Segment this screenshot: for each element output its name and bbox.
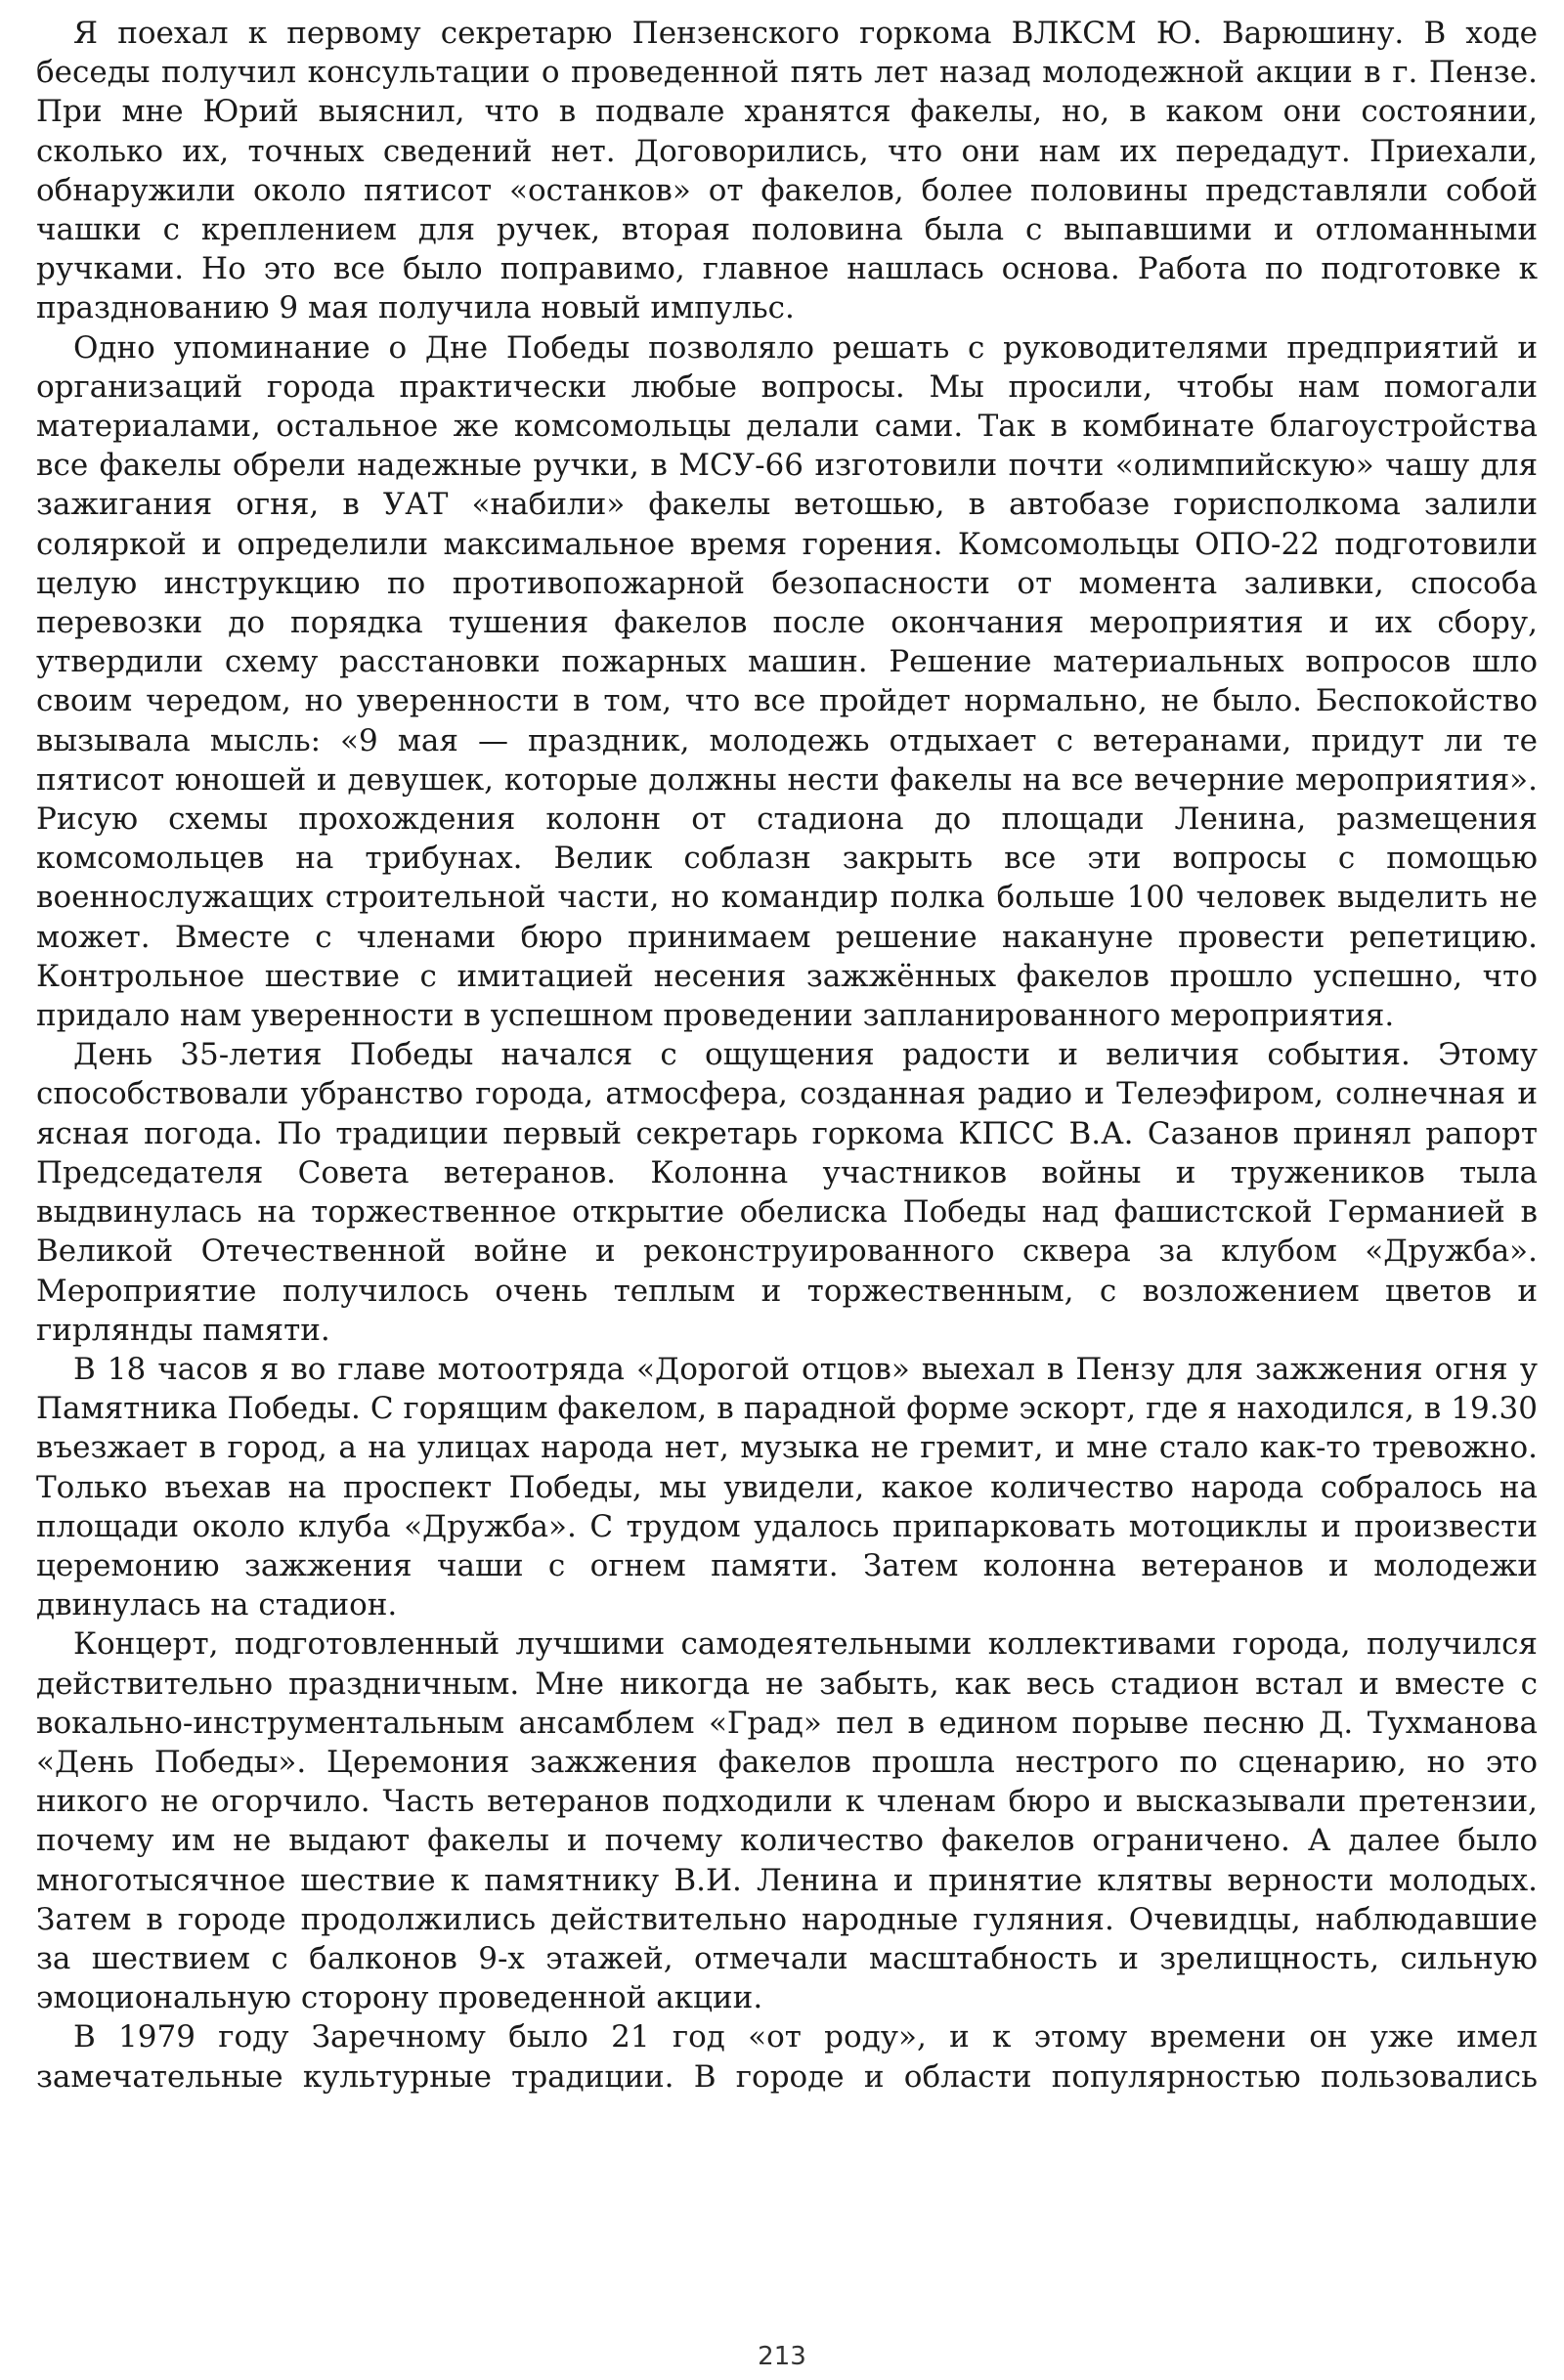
paragraph-5: Концерт, подготовленный лучшими самодеятельными коллективами города, получился действительно праздничным. Мне никогда не забыть, как весь стадион встал и вместе с вокально-инструментальным ансамблем «Град» пел в едином порыве песню Д. Тухманова «День Победы». Церемония зажжения факелов прошла нестрого по сценарию, но это никого не огорчило. Часть ветеранов подходили к членам бюро и высказывали претензии, почему им не выдают факелы и почему количество факелов ограничено. А далее было многотысячное шествие к памятнику В.И. Ленина и принятие клятвы верности молодых. Затем в городе продолжились действительно народные гуляния. Очевидцы, наблюдавшие за шествием с балконов 9-х этажей, отмечали масштабность и зрелищность, сильную эмоциональную сторону проведенной акции. <box>36 1626 1538 2016</box>
page-body <box>36 14 1538 2097</box>
paragraph-6: В 1979 году Заречному было 21 год «от роду», и к этому времени он уже имел замечательные культурные традиции. В городе и области популярностью пользовались <box>36 2019 1538 2095</box>
paragraph-4: В 18 часов я во главе мотоотряда «Дорогой отцов» выехал в Пензу для зажжения огня у Памятника Победы. С горящим факелом, в парадной форме эскорт, где я находился, в 19.30 въезжает в город, а на улицах народа нет, музыка не гремит, и мне стало как-то тревожно. Только въехав на проспект Победы, мы увидели, какое количество народа собралось на площади около клуба «Дружба». С трудом удалось припарковать мотоциклы и произвести церемонию зажжения чаши с огнем памяти. Затем колонна ветеранов и молодежи двинулась на стадион. <box>36 1351 1538 1623</box>
paragraph-3: День 35-летия Победы начался с ощущения радости и величия события. Этому способствовали убранство города, атмосфера, созданная радио и Телеэфиром, солнечная и ясная погода. По традиции первый секретарь горкома КПСС В.А. Сазанов принял рапорт Председателя Совета ветеранов. Колонна участников войны и тружеников тыла выдвинулась на торжественное открытие обелиска Победы над фашистской Германией в Великой Отечественной войне и реконструированного сквера за клубом «Дружба». Мероприятие получилось очень теплым и торжественным, с возложением цветов и гирлянды памяти. <box>36 1037 1538 1348</box>
paragraph-2: Одно упоминание о Дне Победы позволяло решать с руководителями предприятий и организаций города практически любые вопросы. Мы просили, чтобы нам помогали материалами, остальное же комсомольцы делали сами. Так в комбинате благоустройства все факелы обрели надежные ручки, в МСУ-66 изготовили почти «олимпийскую» чашу для зажигания огня, в УАТ «набили» факелы ветошью, в автобазе горисполкома залили соляркой и определили максимальное время горения. Комсомольцы ОПО-22 подготовили целую инструкцию по противопожарной безопасности от момента заливки, способа перевозки до порядка тушения факелов после окончания мероприятия и их сбору, утвердили схему расстановки пожарных машин. Решение материальных вопросов шло своим чередом, но уверенности в том, что все пройдет нормально, не было. Беспокойство вызывала мысль: «9 мая — праздник, молодежь отдыхает с ветеранами, придут ли те пятисот юношей и девушек, которые должны нести факелы на все вечерние мероприятия». Рисую схемы прохождения колонн от стадиона до площади Ленина, размещения комсомольцев на трибунах. Велик соблазн закрыть все эти вопросы с помощью военнослужащих строительной части, но командир полка больше 100 человек выделить не может. Вместе с членами бюро принимаем решение накануне провести репетицию. Контрольное шествие с имитацией несения зажжённых факелов прошло успешно, что придало нам уверенности в успешном проведении запланированного мероприятия. <box>36 329 1538 1034</box>
paragraph-1: Я поехал к первому секретарю Пензенского горкома ВЛКСМ Ю. Варюшину. В ходе беседы получил консультации о проведенной пять лет назад молодежной акции в г. Пензе. При мне Юрий выяснил, что в подвале хранятся факелы, но, в каком они состоянии, сколько их, точных сведений нет. Договорились, что они нам их передадут. Приехали, обнаружили около пятисот «останков» от факелов, более половины представляли собой чашки с креплением для ручек, вторая половина была с выпавшими и отломанными ручками. Но это все было поправимо, главное нашлась основа. Работа по подготовке к празднованию 9 мая получила новый импульс. <box>36 16 1538 326</box>
page-number: 213 <box>758 2342 806 2371</box>
